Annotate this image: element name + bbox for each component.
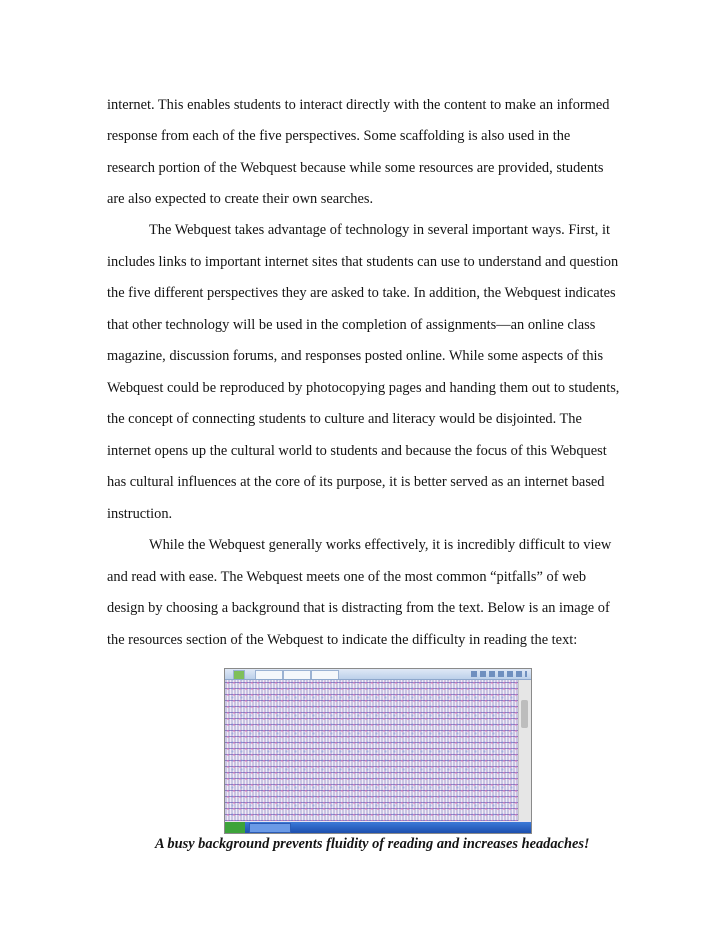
body-line-13: has cultural influences at the core of its purpose, it is better served as an internet based <box>107 474 605 490</box>
browser-tab <box>283 670 311 679</box>
body-line-2: response from each of the five perspectives. Some scaffolding is also used in the <box>107 128 571 144</box>
body-line-5: The Webquest takes advantage of technology in several important ways. First, it <box>149 222 610 238</box>
start-button-icon <box>225 822 245 833</box>
webquest-screenshot-image <box>224 668 532 834</box>
toolbar-icons <box>471 671 527 677</box>
browser-tab-bar <box>225 669 531 680</box>
body-line-3: research portion of the Webquest because while some resources are provided, students <box>107 160 604 176</box>
taskbar-item <box>249 823 291 833</box>
body-line-9: magazine, discussion forums, and responses posted online. While some aspects of this <box>107 348 604 364</box>
scrollbar-thumb <box>521 700 528 728</box>
body-line-14: instruction. <box>107 506 173 522</box>
busy-background-content <box>225 680 518 821</box>
body-line-15: While the Webquest generally works effectively, it is incredibly difficult to view <box>149 537 612 553</box>
body-line-16: and read with ease. The Webquest meets one of the most common “pitfalls” of web <box>107 569 587 585</box>
body-line-8: that other technology will be used in the completion of assignments—an online class <box>107 317 596 333</box>
browser-tab <box>255 670 283 679</box>
body-line-12: internet opens up the cultural world to students and because the focus of this Webquest <box>107 443 607 459</box>
body-line-11: the concept of connecting students to culture and literacy would be disjointed. The <box>107 411 582 427</box>
figure-caption: A busy background prevents fluidity of reading and increases headaches! <box>155 836 590 852</box>
body-line-17: design by choosing a background that is distracting from the text. Below is an image of <box>107 600 610 616</box>
body-line-10: Webquest could be reproduced by photocopying pages and handing them out to students, <box>107 380 620 396</box>
body-line-18: the resources section of the Webquest to indicate the difficulty in reading the text: <box>107 632 578 648</box>
taskbar <box>225 822 531 833</box>
body-line-4: are also expected to create their own searches. <box>107 191 374 207</box>
body-line-1: internet. This enables students to interact directly with the content to make an informed <box>107 97 610 113</box>
body-line-6: includes links to important internet sites that students can use to understand and question <box>107 254 619 270</box>
browser-tab-icon <box>233 670 245 679</box>
browser-tab <box>311 670 339 679</box>
scrollbar <box>518 680 531 821</box>
body-line-7: the five different perspectives they are asked to take. In addition, the Webquest indicates <box>107 285 616 301</box>
